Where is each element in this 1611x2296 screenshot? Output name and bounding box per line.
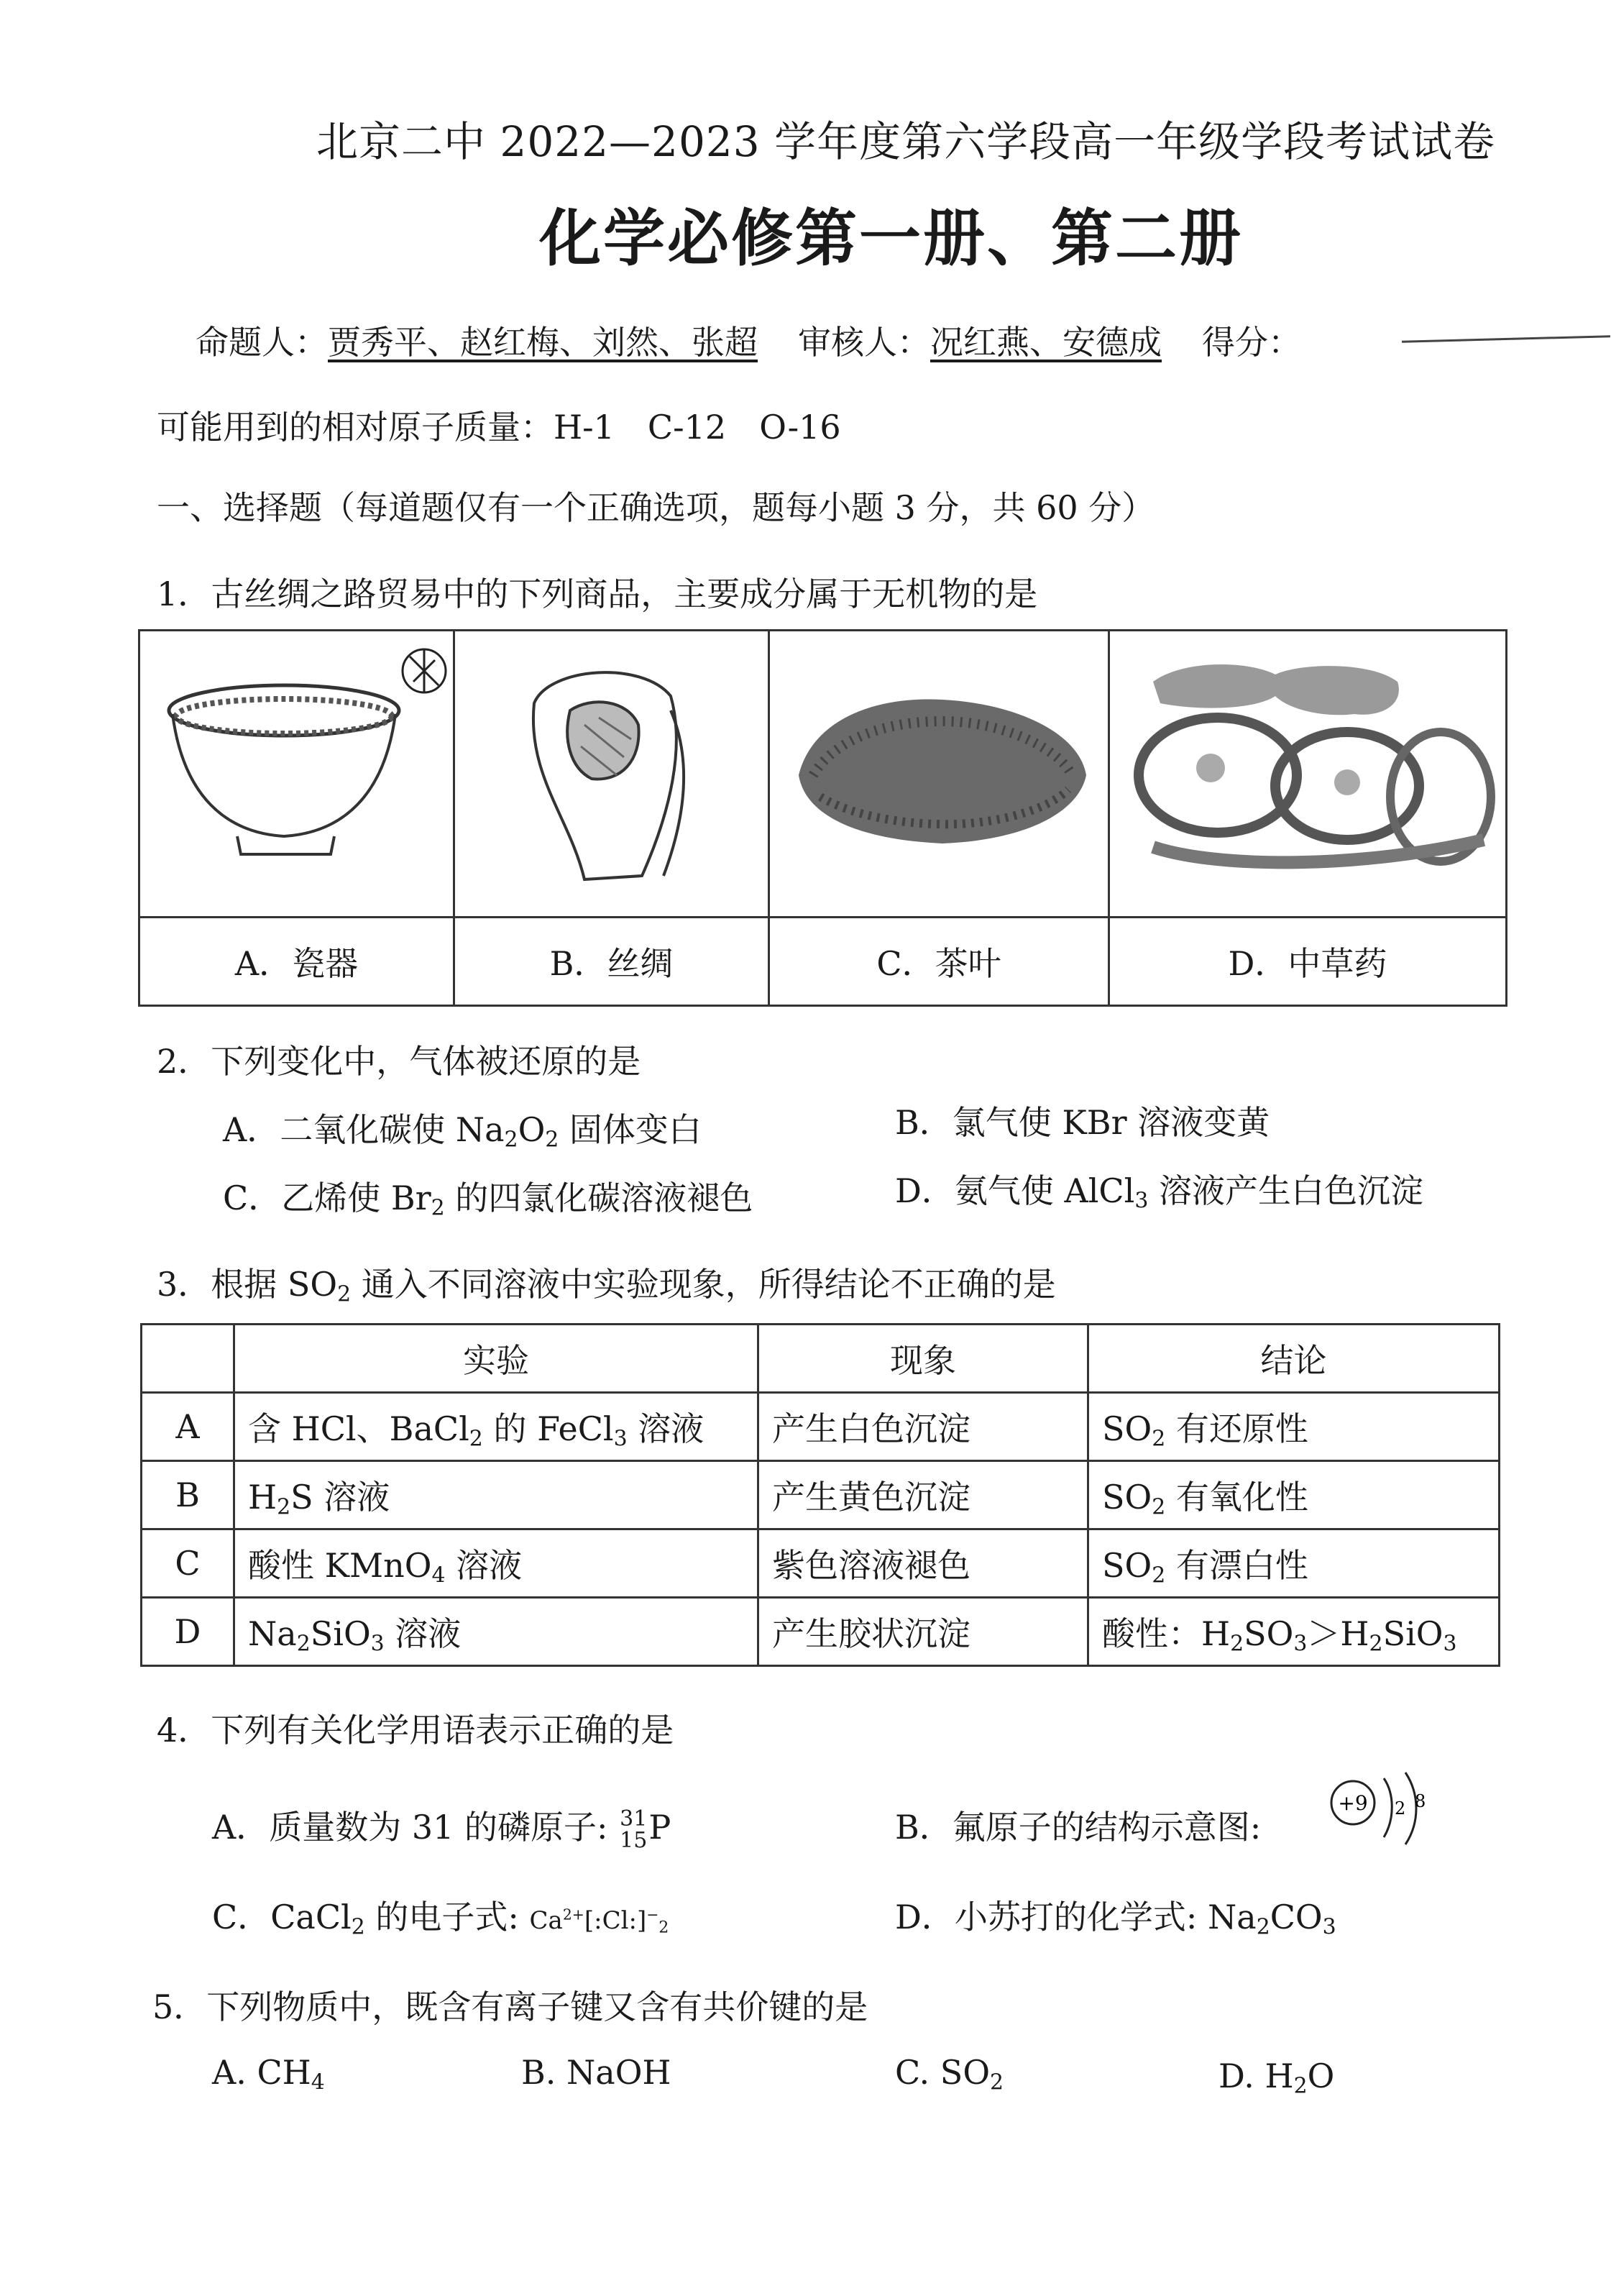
q3-row-letter: C — [142, 1529, 234, 1598]
exam-title: 北京二中 2022—2023 学年度第六学段高一年级学段考试试卷 — [316, 117, 1496, 166]
q1-option-a: A．瓷器 — [139, 918, 454, 1006]
q3-header-phenomenon: 现象 — [758, 1325, 1088, 1393]
q1-table — [138, 629, 1507, 1007]
fluorine-atom-diagram-icon — [1323, 1765, 1438, 1852]
q3-row-letter: A — [142, 1393, 234, 1461]
q3-row-phenomenon: 产生黄色沉淀 — [758, 1461, 1088, 1529]
q1-image-tea — [769, 631, 1109, 918]
q3-row-phenomenon: 产生胶状沉淀 — [758, 1598, 1088, 1666]
q3-row-experiment: 酸性 KMnO$_4$ 溶液 — [234, 1529, 758, 1598]
porcelain-bowl-icon — [140, 631, 453, 908]
q1-stem: 1．古丝绸之路贸易中的下列商品，主要成分属于无机物的是 — [157, 575, 1038, 613]
q3-header-conclusion: 结论 — [1088, 1325, 1500, 1393]
q3-row-conclusion: $SO_2$ 有氧化性 — [1088, 1461, 1500, 1529]
q4-option-b: B．氟原子的结构示意图: — [895, 1808, 1262, 1847]
q1-option-b: B．丝绸 — [454, 918, 769, 1006]
q5-option-a: A. $CH_4$ — [212, 2053, 325, 2095]
q2-option-c: C．乙烯使 $Br_2$ 的四氯化碳溶液褪色 — [223, 1179, 753, 1221]
q2-option-a: A．二氧化碳使 $Na_2O_2$ 固体变白 — [223, 1110, 702, 1153]
q5-option-c: C. $SO_2$ — [895, 2053, 1004, 2095]
shell-2-electrons: 8 — [1415, 1791, 1426, 1811]
q3-table — [140, 1323, 1500, 1667]
q3-row-letter: B — [142, 1461, 234, 1529]
q1-option-c: C．茶叶 — [769, 918, 1109, 1006]
q3-header-blank — [142, 1325, 234, 1393]
q1-image-herbs — [1109, 631, 1507, 918]
q3-row-conclusion: $SO_2$ 有漂白性 — [1088, 1529, 1500, 1598]
q4-stem: 4．下列有关化学用语表示正确的是 — [157, 1711, 674, 1750]
electron-formula: $Ca^{2+}[:Cl:]^-_2$ — [529, 1906, 669, 1937]
q3-row-a — [142, 1393, 1500, 1461]
exam-subtitle: 化学必修第一册、第二册 — [539, 202, 1243, 275]
score-label: 得分： — [1202, 323, 1301, 362]
q4-option-c: C．CaCl$_2$ 的电子式: $Ca^{2+}[:Cl:]^-_2$ — [212, 1898, 669, 1940]
reviewers-names: 况红燕、安德成 — [930, 323, 1162, 362]
atomic-masses: 可能用到的相对原子质量：H-1 C-12 O-16 — [157, 408, 841, 447]
tea-leaves-icon — [770, 631, 1108, 908]
q5-option-d: D. $H_2O$ — [1218, 2057, 1335, 2099]
isotope-notation: 31 15 — [620, 1806, 648, 1853]
herbal-medicine-icon — [1110, 631, 1505, 908]
authors-label: 命题人： — [196, 323, 328, 362]
q1-option-d: D．中草药 — [1109, 918, 1507, 1006]
q2-stem: 2．下列变化中，气体被还原的是 — [157, 1042, 641, 1081]
q4-option-d: D．小苏打的化学式: $Na_2CO_3$ — [895, 1898, 1336, 1940]
reviewers-label: 审核人： — [798, 323, 930, 362]
q3-row-conclusion: 酸性：$H_2SO_3>H_2SiO_3$ — [1088, 1598, 1500, 1666]
nucleus-charge: +9 — [1338, 1791, 1368, 1815]
section-heading: 一、选择题（每道题仅有一个正确选项，题每小题 3 分，共 60 分） — [157, 488, 1155, 527]
q1-image-silk — [454, 631, 769, 918]
q3-row-d — [142, 1598, 1500, 1666]
q5-stem: 5．下列物质中，既含有离子键又含有共价键的是 — [152, 1988, 868, 2026]
q3-row-phenomenon: 产生白色沉淀 — [758, 1393, 1088, 1461]
q3-row-letter: D — [142, 1598, 234, 1666]
q3-row-phenomenon: 紫色溶液褪色 — [758, 1529, 1088, 1598]
score-blank — [1402, 335, 1610, 343]
q3-stem: 3．根据 $SO_2$ 通入不同溶液中实验现象，所得结论不正确的是 — [157, 1265, 1056, 1307]
q2-option-b: B．氯气使 KBr 溶液变黄 — [895, 1103, 1270, 1142]
shell-1-electrons: 2 — [1395, 1798, 1406, 1819]
q3-row-experiment: 含 HCl、BaCl$_2$ 的 FeCl$_3$ 溶液 — [234, 1393, 758, 1461]
q3-row-experiment: $Na_2SiO_3$ 溶液 — [234, 1598, 758, 1666]
q4-option-a: A．质量数为 31 的磷原子: 31 15 P — [212, 1806, 671, 1853]
authors-names: 贾秀平、赵红梅、刘然、张超 — [328, 323, 758, 362]
q5-option-b: B. NaOH — [521, 2053, 671, 2092]
q3-row-experiment: $H_2S$ 溶液 — [234, 1461, 758, 1529]
q3-header-experiment: 实验 — [234, 1325, 758, 1393]
q1-image-porcelain — [139, 631, 454, 918]
authors-line — [196, 316, 1301, 364]
silk-fabric-icon — [455, 631, 768, 908]
q2-option-d: D．氨气使 AlCl$_3$ 溶液产生白色沉淀 — [895, 1171, 1423, 1214]
q3-row-c — [142, 1529, 1500, 1598]
q3-row-b — [142, 1461, 1500, 1529]
q3-row-conclusion: $SO_2$ 有还原性 — [1088, 1393, 1500, 1461]
